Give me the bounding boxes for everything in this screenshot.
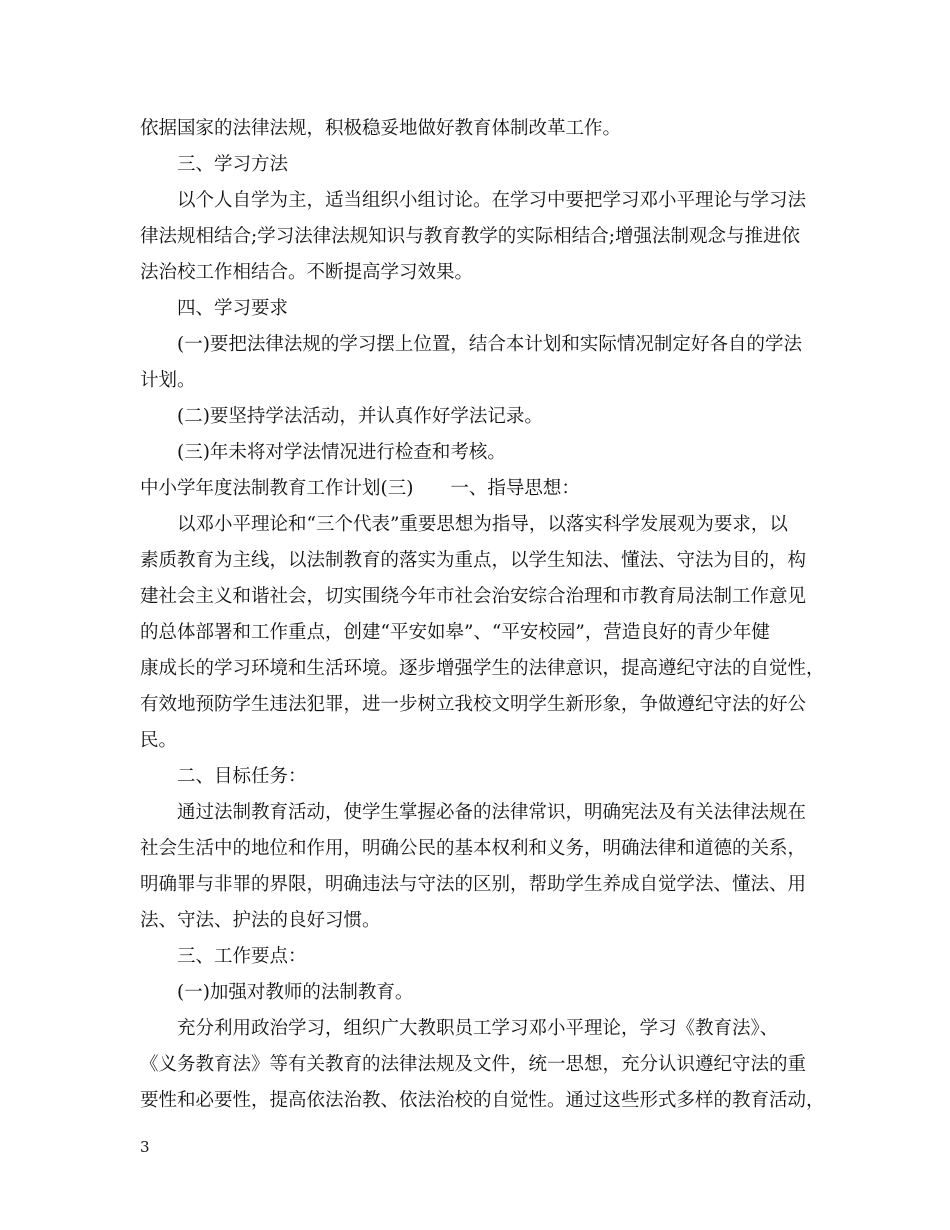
text-line: 民。 [140,730,178,751]
text-line: 的总体部署和工作重点，创建“平安如皋”、“平安校园”，营造良好的青少年健 [140,622,770,643]
text-line: 康成长的学习环境和生活环境。逐步增强学生的法律意识，提高遵纪守法的自觉性， [140,658,825,679]
text-line: 以邓小平理论和“三个代表”重要思想为指导，以落实科学发展观为要求，以 [177,514,788,535]
document-title-line: 中小学年度法制教育工作计划(三) 一、指导思想： [140,478,580,499]
text-line: (一)要把法律法规的学习摆上位置，结合本计划和实际情况制定好各自的学法 [177,334,802,355]
text-line: 通过法制教育活动，使学生掌握必备的法律常识，明确宪法及有关法律法规在 [177,802,807,823]
text-line: 计划。 [140,370,196,391]
text-line: 依据国家的法律法规，积极稳妥地做好教育体制改革工作。 [140,118,622,139]
text-line: 建社会主义和谐社会，切实围绕今年市社会治安综合治理和市教育局法制工作意见 [140,586,807,607]
text-line: 有效地预防学生违法犯罪，进一步树立我校文明学生新形象，争做遵纪守法的好公 [140,694,807,715]
text-line: 《义务教育法》等有关教育的法律法规及文件，统一思想，充分认识遵纪守法的重 [140,1054,807,1075]
text-line: 素质教育为主线，以法制教育的落实为重点，以学生知法、懂法、守法为目的，构 [140,550,807,571]
section-heading: 三、工作要点： [177,946,307,967]
text-line: 充分利用政治学习，组织广大教职员工学习邓小平理论，学习《教育法》、 [177,1018,779,1039]
text-line: 社会生活中的地位和作用，明确公民的基本权利和义务，明确法律和道德的关系， [140,838,807,859]
section-heading: 四、学习要求 [177,298,289,319]
text-line: 明确罪与非罪的界限，明确违法与守法的区别，帮助学生养成自觉学法、懂法、用 [140,874,807,895]
text-line: 法治校工作相结合。不断提高学习效果。 [140,262,474,283]
text-line: (一)加强对教师的法制教育。 [177,982,414,1003]
text-line: 以个人自学为主，适当组织小组讨论。在学习中要把学习邓小平理论与学习法 [177,190,807,211]
text-line: 要性和必要性，提高依法治教、依法治校的自觉性。通过这些形式多样的教育活动， [140,1090,825,1111]
section-heading: 三、学习方法 [177,154,289,175]
page-number: 3 [140,1138,150,1156]
text-line: (三)年未将对学法情况进行检查和考核。 [177,442,506,463]
text-line: (二)要坚持学法活动，并认真作好学法记录。 [177,406,543,427]
section-heading: 二、目标任务： [177,766,307,787]
text-line: 律法规相结合;学习法律法规知识与教育教学的实际相结合;增强法制观念与推进依 [140,226,800,247]
text-line: 法、守法、护法的良好习惯。 [140,910,381,931]
